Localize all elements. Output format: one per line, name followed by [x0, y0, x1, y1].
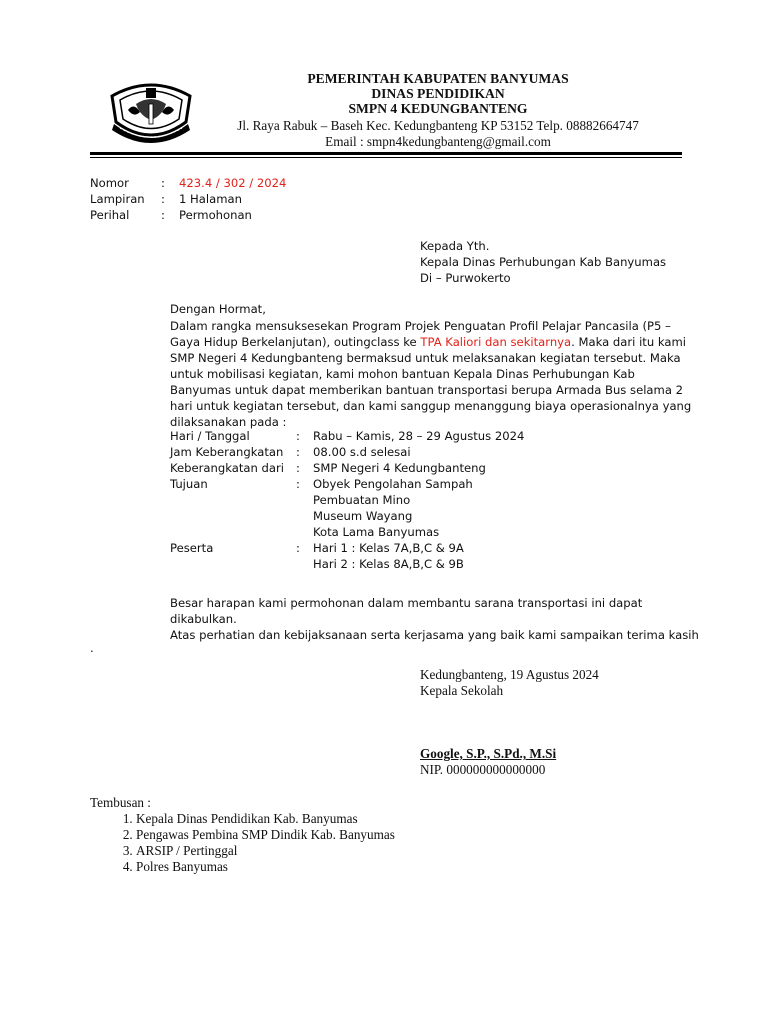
header-email: Email : smpn4kedungbanteng@gmail.com — [325, 134, 551, 149]
list-item: 1. Kepala Dinas Pendidikan Kab. Banyumas — [136, 811, 395, 827]
greeting: Dengan Hormat, — [170, 302, 266, 316]
body-paragraph: Dalam rangka mensuksesekan Program Projek Penguatan Profil Pelajar Pancasila (P5 – Gaya Hidup Berkelanjutan), outingclass ke TPA Kaliori dan sekitarnya. Maka dari itu kami SMP Negeri 4 Kedungbanteng bermaksud untuk melaksanakan kegiatan tersebut. Maka untuk mobilisasi kegiatan, kami mohon bantuan Kepala Dinas Perhubungan Kab Banyumas untuk dapat memberikan bantuan transportasi berupa Armada Bus selama 2 hari untuk kegiatan tersebut, dan kami sanggup menanggung biaya operasionalnya yang dilaksanakan pada : — [170, 319, 692, 429]
signer-name: Google, S.P., S.Pd., M.Si — [420, 746, 557, 761]
letterhead-divider-thick — [90, 152, 682, 155]
closing-thanks: Atas perhatian dan kebijaksanaan serta kerjasama yang baik kami sampaikan terima kasih — [170, 628, 699, 642]
detail-row: Hari / Tanggal : Rabu – Kamis, 28 – 29 Agustus 2024 — [170, 429, 525, 443]
closing-line: dikabulkan. — [170, 612, 237, 626]
detail-row: Keberangkatan dari : SMP Negeri 4 Kedungbanteng — [170, 461, 486, 475]
detail-row: Tujuan : Obyek Pengolahan Sampah — [170, 477, 473, 491]
signer-position: Kepala Sekolah — [420, 683, 504, 698]
list-item: 2. Pengawas Pembina SMP Dindik Kab. Banyumas — [136, 827, 395, 843]
tembusan-title: Tembusan : — [90, 795, 151, 810]
detail-row: Hari 2 : Kelas 8A,B,C & 9B — [313, 557, 464, 571]
place-date: Kedungbanteng, 19 Agustus 2024 — [420, 667, 599, 682]
list-item: 3. ARSIP / Pertinggal — [136, 843, 395, 859]
meta-perihal: Perihal : Permohonan — [90, 208, 252, 222]
letter-number: 423.4 / 302 / 2024 — [179, 176, 287, 190]
recipient-title: Kepala Dinas Perhubungan Kab Banyumas — [420, 255, 667, 269]
stray-period: . — [90, 641, 94, 655]
signer-nip: NIP. 000000000000000 — [420, 762, 546, 777]
header-school-name: SMPN 4 KEDUNGBANTENG — [348, 101, 528, 116]
closing-line: Besar harapan kami permohonan dalam membantu sarana transportasi ini dapat — [170, 596, 643, 610]
detail-row: Pembuatan Mino — [313, 493, 411, 507]
detail-row: Museum Wayang — [313, 509, 413, 523]
letterhead-divider-thin — [90, 157, 682, 158]
list-item: 4. Polres Banyumas — [136, 859, 395, 875]
tembusan-list — [90, 811, 395, 875]
banyumas-regency-seal-logo — [106, 70, 196, 152]
detail-row: Jam Keberangkatan : 08.00 s.d selesai — [170, 445, 411, 459]
header-government: PEMERINTAH KABUPATEN BANYUMAS — [307, 71, 569, 86]
detail-row: Kota Lama Banyumas — [313, 525, 440, 539]
meta-lampiran: Lampiran : 1 Halaman — [90, 192, 242, 206]
recipient-salutation: Kepada Yth. — [420, 239, 490, 253]
detail-row: Peserta : Hari 1 : Kelas 7A,B,C & 9A — [170, 541, 464, 555]
meta-nomor: Nomor : 423.4 / 302 / 2024 — [90, 176, 287, 190]
header-address: Jl. Raya Rabuk – Baseh Kec. Kedungbanteng KP 53152 Telp. 08882664747 — [237, 118, 639, 133]
header-department: DINAS PENDIDIKAN — [371, 86, 505, 101]
destination-highlight: TPA Kaliori dan sekitarnya — [420, 335, 572, 349]
recipient-location: Di – Purwokerto — [420, 271, 511, 285]
